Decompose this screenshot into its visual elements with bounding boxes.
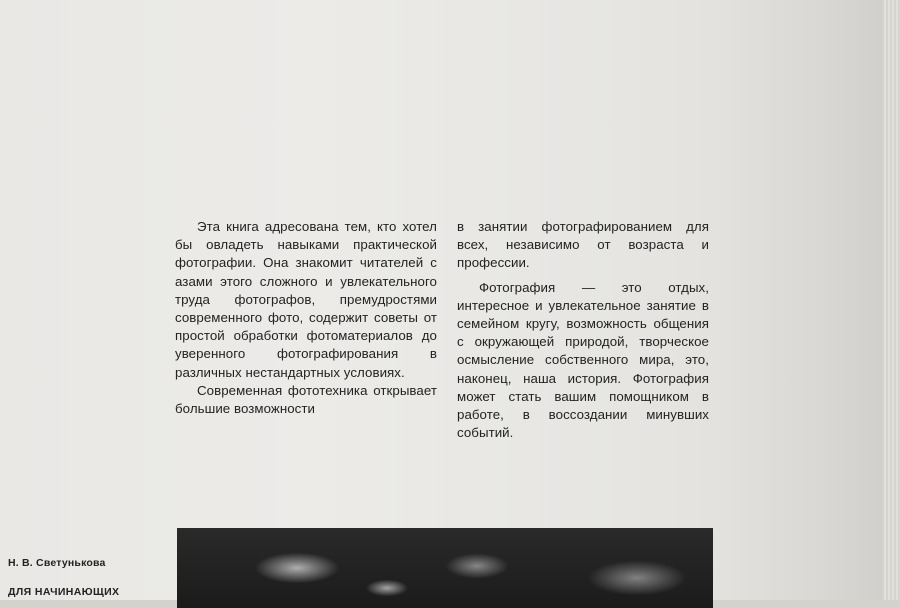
paragraph: в занятии фотографированием для всех, независимо от возраста и профессии. (457, 219, 709, 271)
paragraph: Современная фототехника открывает большие возможности (175, 382, 437, 417)
paragraph: Фотография — это отдых, интересное и увлекательное занятие в семейном кругу, возможность общения с окружающей природой, творческое осмысление собственного мира, это, наконец, наша история. Фотография может стать вашим помощником в работе, в воссоздании минувших событий. (457, 279, 709, 441)
right-text-column (457, 218, 709, 442)
page-stack-edge (882, 0, 900, 600)
paragraph: Эта книга адресована тем, кто хотел бы овладеть навыками практической фотографии. Она знакомит читателей с азами этого сложного и увлекательного труда фотографов, премудростями современного фото, содержит советы от простой обработки фотоматериалов до уверенного фотографирования в различных нестандартных условиях. (175, 219, 437, 380)
series-title: ДЛЯ НАЧИНАЮЩИХ (8, 586, 120, 598)
left-text-column (175, 218, 437, 418)
author-name: Н. В. Светунькова (8, 557, 106, 569)
page-shadow (710, 0, 900, 600)
black-white-photo (177, 528, 713, 608)
